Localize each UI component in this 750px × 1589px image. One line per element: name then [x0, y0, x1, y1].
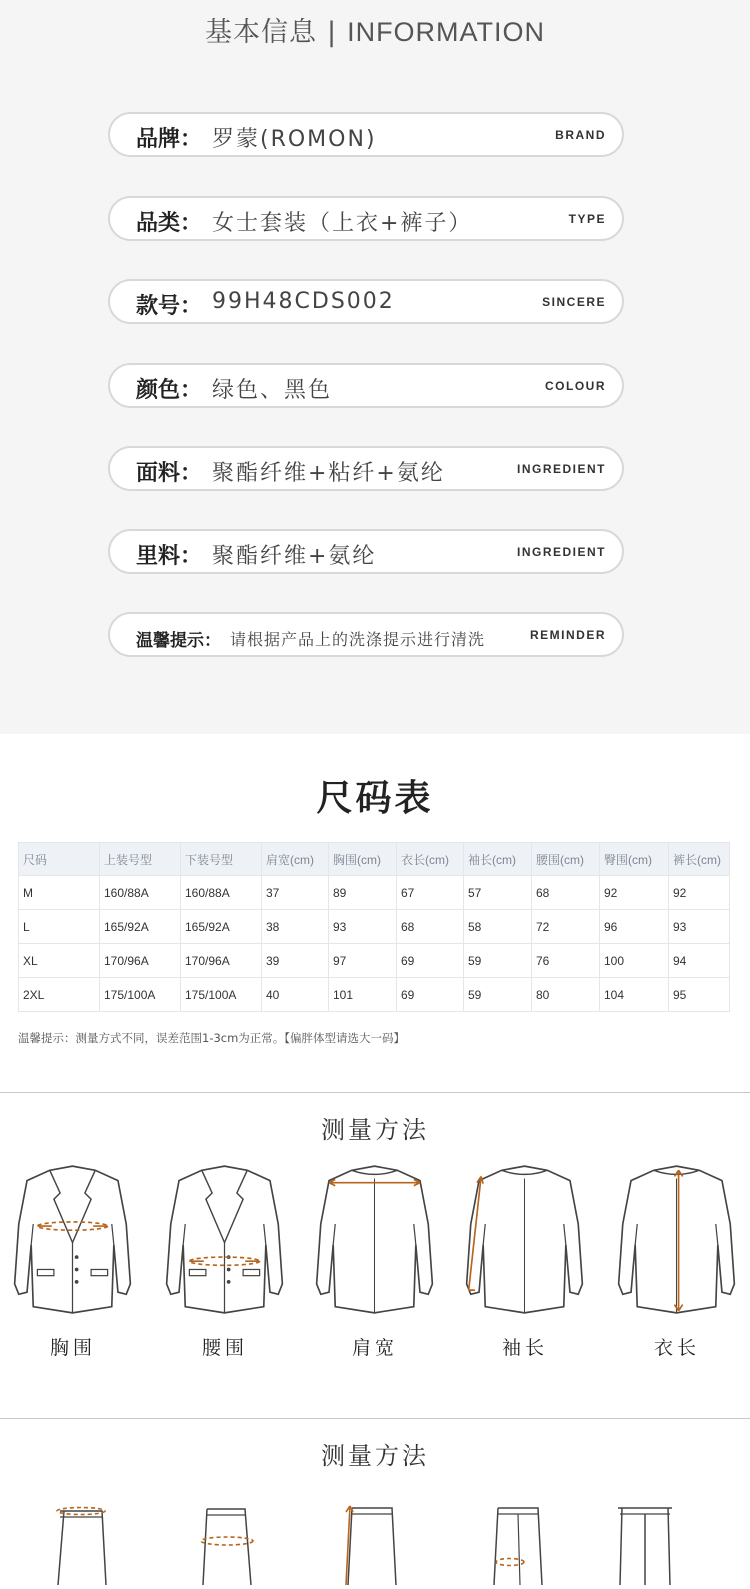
info-label: 温馨提示： [136, 631, 221, 651]
table-cell: 68 [397, 910, 464, 944]
title-separator: | [326, 17, 338, 48]
size-table [18, 842, 730, 1012]
info-value: 请根据产品上的洗涤提示进行清洗 [230, 630, 486, 649]
pants-thigh-figure [486, 1500, 556, 1589]
size-table-header-row [19, 843, 730, 876]
size-header: 胸围(cm) [329, 843, 397, 876]
info-value: 聚酯纤维+氨纶 [212, 544, 377, 569]
pants-icon [486, 1500, 556, 1585]
table-cell: 68 [532, 876, 600, 910]
jacket-back-icon [462, 1162, 587, 1317]
pants-icon [340, 1500, 410, 1585]
measure-title-pants: 测量方法 [321, 1442, 429, 1470]
table-cell: 76 [532, 944, 600, 978]
info-label: 款号： [136, 294, 203, 319]
table-cell: 175/100A [181, 978, 262, 1012]
information-title [0, 10, 750, 49]
size-header: 袖长(cm) [464, 843, 532, 876]
jacket-back-icon [312, 1162, 437, 1317]
table-cell: 80 [532, 978, 600, 1012]
info-row-colour [108, 363, 624, 408]
pants-waist-figure [50, 1505, 120, 1589]
pants-length-figure [340, 1500, 410, 1589]
table-cell: 57 [464, 876, 532, 910]
section-divider [0, 1092, 750, 1093]
size-header: 尺码 [19, 843, 100, 876]
table-cell: 95 [669, 978, 730, 1012]
table-cell: 97 [329, 944, 397, 978]
table-cell: 40 [262, 978, 329, 1012]
length-figure [614, 1162, 744, 1317]
chest-figure [10, 1162, 140, 1317]
pants-icon [610, 1500, 680, 1585]
info-value: 罗蒙(ROMON) [212, 127, 377, 152]
info-row-reminder [108, 612, 624, 657]
info-row-type [108, 196, 624, 241]
table-row [19, 876, 730, 910]
table-cell: 101 [329, 978, 397, 1012]
chest-caption: 胸围 [49, 1337, 96, 1359]
pants-front-figure [610, 1500, 680, 1589]
info-label: 面料： [136, 461, 203, 486]
table-cell: 58 [464, 910, 532, 944]
table-cell: 96 [600, 910, 669, 944]
table-cell: XL [19, 944, 100, 978]
table-cell: 92 [669, 876, 730, 910]
info-en: COLOUR [545, 379, 606, 393]
table-cell: 165/92A [100, 910, 181, 944]
jacket-front-icon [10, 1162, 135, 1317]
shoulder-figure [312, 1162, 442, 1317]
size-note: 温馨提示：测量方式不同，误差范围1-3cm为正常。【偏胖体型请选大一码】 [18, 1031, 406, 1045]
info-value: 女士套装（上衣+裤子） [212, 211, 473, 236]
info-label: 品类： [136, 211, 203, 236]
table-cell: M [19, 876, 100, 910]
table-cell: 37 [262, 876, 329, 910]
section-divider [0, 1418, 750, 1419]
info-label: 颜色： [136, 378, 203, 403]
waist-figure [162, 1162, 292, 1317]
info-en: REMINDER [529, 628, 606, 642]
info-row-fabric [108, 446, 624, 491]
pants-icon [50, 1505, 120, 1585]
info-row-brand [108, 112, 624, 157]
table-cell: L [19, 910, 100, 944]
table-cell: 59 [464, 978, 532, 1012]
table-row [19, 910, 730, 944]
table-cell: 72 [532, 910, 600, 944]
table-cell: 2XL [19, 978, 100, 1012]
table-cell: 175/100A [100, 978, 181, 1012]
shoulder-caption: 肩宽 [351, 1337, 398, 1359]
pants-icon [195, 1505, 265, 1585]
info-value: 99H48CDS002 [212, 289, 395, 314]
table-cell: 170/96A [181, 944, 262, 978]
table-cell: 89 [329, 876, 397, 910]
size-header: 腰围(cm) [532, 843, 600, 876]
info-row-style-number [108, 279, 624, 324]
table-cell: 39 [262, 944, 329, 978]
info-label: 品牌： [136, 127, 203, 152]
table-cell: 170/96A [100, 944, 181, 978]
table-cell: 160/88A [100, 876, 181, 910]
table-cell: 38 [262, 910, 329, 944]
info-en: INGREDIENT [516, 545, 606, 559]
table-cell: 67 [397, 876, 464, 910]
info-value: 绿色、黑色 [212, 378, 333, 403]
info-label: 里料： [136, 544, 203, 569]
jacket-back-icon [614, 1162, 739, 1317]
table-cell: 100 [600, 944, 669, 978]
pants-hip-figure [195, 1505, 265, 1589]
sleeve-figure [462, 1162, 592, 1317]
size-chart-title: 尺码表 [316, 778, 434, 819]
size-header: 臀围(cm) [600, 843, 669, 876]
size-header: 上装号型 [100, 843, 181, 876]
table-cell: 160/88A [181, 876, 262, 910]
info-en: TYPE [568, 212, 606, 226]
table-cell: 94 [669, 944, 730, 978]
length-caption: 衣长 [653, 1337, 700, 1359]
table-cell: 69 [397, 944, 464, 978]
jacket-front-icon [162, 1162, 287, 1317]
measure-title-jacket: 测量方法 [321, 1116, 429, 1144]
info-row-lining [108, 529, 624, 574]
info-en: BRAND [555, 128, 606, 142]
waist-caption: 腰围 [201, 1337, 248, 1359]
info-en: INGREDIENT [516, 462, 606, 476]
table-cell: 69 [397, 978, 464, 1012]
table-row [19, 944, 730, 978]
size-header: 裤长(cm) [669, 843, 730, 876]
information-title-en: INFORMATION [347, 17, 546, 47]
table-row [19, 978, 730, 1012]
info-en: SINCERE [542, 295, 606, 309]
size-header: 衣长(cm) [397, 843, 464, 876]
table-cell: 92 [600, 876, 669, 910]
information-title-cn: 基本信息 [204, 17, 317, 48]
table-cell: 93 [669, 910, 730, 944]
size-header: 肩宽(cm) [262, 843, 329, 876]
sleeve-caption: 袖长 [501, 1337, 548, 1359]
info-value: 聚酯纤维+粘纤+氨纶 [212, 461, 445, 486]
table-cell: 104 [600, 978, 669, 1012]
table-cell: 93 [329, 910, 397, 944]
table-cell: 165/92A [181, 910, 262, 944]
size-header: 下装号型 [181, 843, 262, 876]
information-section [0, 0, 750, 734]
table-cell: 59 [464, 944, 532, 978]
